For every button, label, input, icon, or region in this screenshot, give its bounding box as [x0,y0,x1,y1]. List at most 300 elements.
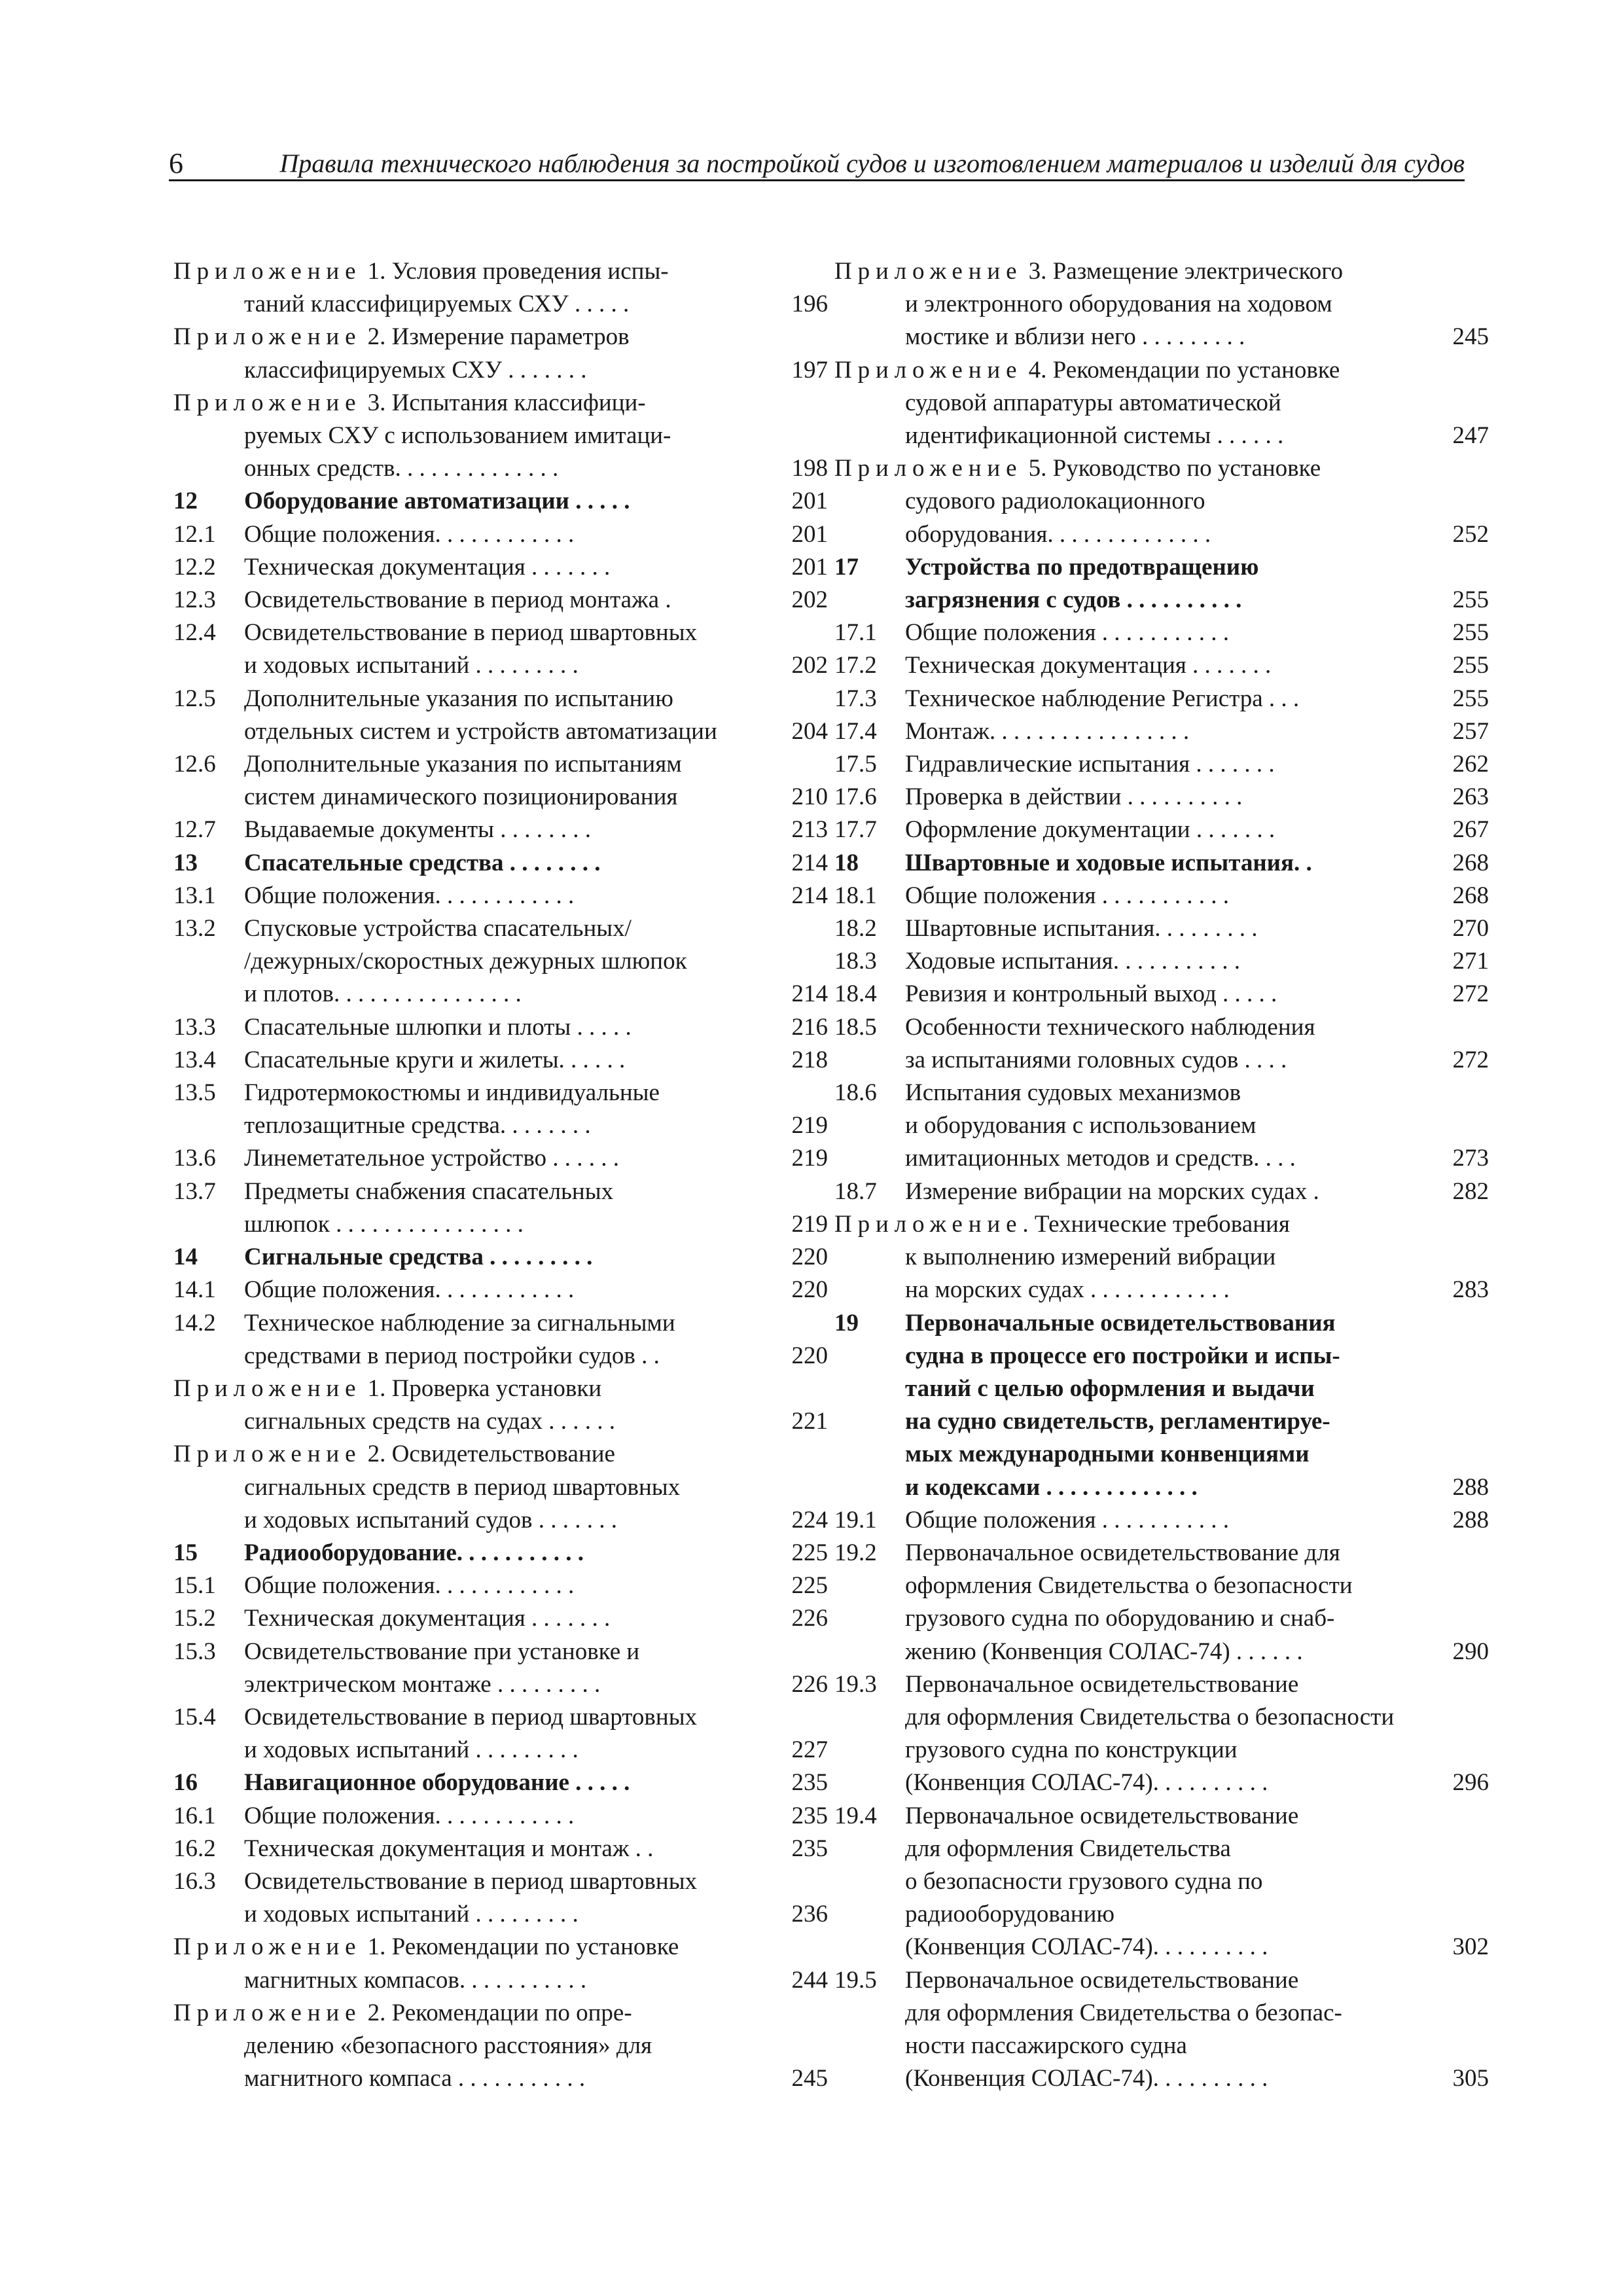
toc-section [173,1767,828,1799]
toc-text-line: Освидетельствование при установке и [244,1638,640,1665]
toc-page-number: 244 [791,1966,828,1994]
toc-text-line: Приложение 2. Освидетельствование [173,1441,615,1468]
toc-text-line: Сигнальные средства . . . . . . . . . [244,1244,593,1271]
toc-text-line: Гидротермокостюмы и индивидуальные [244,1079,660,1107]
toc-column-left [173,255,828,2095]
toc-text-line: Дополнительные указания по испытаниям [244,751,682,778]
toc-text-line: Испытания судовых механизмов [905,1079,1241,1107]
toc-page-number: 218 [791,1046,828,1073]
toc-page-number: 271 [1452,948,1489,975]
toc-text-line: (Конвенция СОЛАС-74). . . . . . . . . . [905,1933,1268,1961]
toc-text-line: Спасательные средства . . . . . . . . [244,849,601,876]
toc-appendix [173,1997,828,2096]
toc-text-line: Навигационное оборудование . . . . . [244,1769,630,1797]
toc-page-number: 235 [791,1802,828,1829]
toc-text-line: мых международными конвенциями [905,1441,1310,1468]
toc-text-line: руемых СХУ с использованием имитаци- [244,422,671,450]
toc-text-line: Линеметательное устройство . . . . . . [244,1145,620,1172]
toc-item [834,715,1489,748]
toc-number: 13 [173,849,198,876]
toc-column-right [834,255,1489,2095]
toc-number: 14 [173,1244,198,1271]
toc-number: 18 [834,849,859,876]
toc-number: 12.5 [173,685,216,712]
toc-text-line: Техническая документация . . . . . . . [244,1605,611,1632]
toc-page-number: 224 [791,1506,828,1534]
toc-item [173,1274,828,1306]
toc-item [173,1602,828,1635]
toc-page-number: 305 [1452,2065,1489,2092]
toc-page-number: 197 [791,356,828,384]
toc-text-line: шлюпок . . . . . . . . . . . . . . . . [244,1210,524,1238]
toc-item [834,748,1489,781]
toc-item [173,1701,828,1767]
toc-number: 18.2 [834,915,877,942]
toc-page-number: 270 [1452,915,1489,942]
toc-page-number: 214 [791,980,828,1008]
toc-text-line: таний с целью оформления и выдачи [905,1374,1315,1402]
toc-page-number: 235 [791,1769,828,1797]
toc-section [173,1241,828,1274]
toc-text-line: Первоначальное освидетельствование [905,1670,1299,1698]
toc-text-line: Техническое наблюдение Регистра . . . [905,685,1300,712]
toc-section [173,485,828,518]
toc-text-line: Приложение 1. Условия проведения испы- [173,258,669,285]
toc-text-line: Проверка в действии . . . . . . . . . . [905,783,1243,811]
toc-text-line: грузового судна по оборудованию и снаб- [905,1605,1335,1632]
toc-number: 17.7 [834,816,877,844]
running-title: Правила технического наблюдения за постройкой судов и изготовлением материалов и изделий для судов [279,149,1465,178]
appendix-label: Приложение [173,1933,362,1961]
toc-text-line: Общие положения . . . . . . . . . . . [905,619,1229,647]
toc-page-number: 257 [1452,717,1489,745]
toc-page-number: 288 [1452,1473,1489,1501]
toc-item [173,1011,828,1044]
toc-appendix [173,1372,828,1438]
toc-page-number: 290 [1452,1638,1489,1665]
toc-item [173,1570,828,1602]
toc-page-number: 202 [791,586,828,614]
toc-page-number: 204 [791,717,828,745]
toc-number: 15.1 [173,1572,216,1600]
toc-text-line: Техническая документация . . . . . . . [244,553,611,581]
toc-page-number: 255 [1452,685,1489,712]
toc-item [173,748,828,814]
toc-text-line: и ходовых испытаний . . . . . . . . . [244,1736,579,1764]
toc-number: 16 [173,1769,198,1797]
toc-page-number: 255 [1452,652,1489,679]
toc-text-line: таний классифицируемых СХУ . . . . . [244,291,630,318]
toc-text-line: систем динамического позиционирования [244,783,678,811]
toc-number: 12.3 [173,586,216,614]
toc-section [834,1307,1489,1504]
toc-number: 17.6 [834,783,877,811]
toc-text-line: Освидетельствование в период швартовных [244,1867,698,1895]
appendix-label: Приложение [834,1210,1023,1238]
toc-text-line: Общие положения. . . . . . . . . . . . [244,882,575,909]
toc-number: 17.3 [834,685,877,712]
toc-number: 18.5 [834,1013,877,1041]
toc-text-line: Оборудование автоматизации . . . . . [244,488,630,515]
toc-item [173,1865,828,1931]
toc-number: 18.6 [834,1079,877,1107]
toc-text-line: и оборудования с использованием [905,1112,1257,1139]
toc-number: 13.3 [173,1013,216,1041]
toc-page-number: 255 [1452,619,1489,647]
toc-item [173,1077,828,1142]
toc-number: 19 [834,1309,859,1336]
toc-text-line: делению «безопасного расстояния» для [244,2032,652,2059]
toc-page-number: 220 [791,1342,828,1369]
toc-item [173,518,828,551]
toc-text-line: на судно свидетельств, регламентируе- [905,1408,1330,1435]
toc-appendix [173,1438,828,1537]
toc-number: 13.6 [173,1145,216,1172]
toc-text-line: Общие положения . . . . . . . . . . . [905,882,1229,909]
toc-text-line: Приложение 2. Измерение параметров [173,323,630,351]
toc-text-line: Спасательные круги и жилеты. . . . . . [244,1046,626,1073]
toc-item [173,1044,828,1077]
toc-text-line: Общие положения . . . . . . . . . . . [905,1506,1229,1534]
toc-text-line: оборудования. . . . . . . . . . . . . . [905,520,1211,548]
toc-item [173,551,828,584]
toc-number: 15.2 [173,1605,216,1632]
toc-appendix [173,1931,828,1996]
header-rule [169,179,1465,181]
toc-text-line: Освидетельствование в период швартовных [244,1703,698,1731]
toc-number: 16.3 [173,1867,216,1895]
toc-page-number: 202 [791,652,828,679]
toc-item [173,584,828,617]
toc-text-line: Общие положения. . . . . . . . . . . . [244,520,575,548]
toc-number: 17.5 [834,751,877,778]
toc-page-number: 227 [791,1736,828,1764]
toc-text-line: Спусковые устройства спасательных/ [244,915,632,942]
toc-item [173,1175,828,1241]
toc-text-line: Приложение 5. Руководство по установке [834,455,1321,482]
toc-page-number: 288 [1452,1506,1489,1534]
appendix-label: Приложение [834,258,1023,285]
toc-page-number: 245 [791,2065,828,2092]
toc-number: 16.1 [173,1802,216,1829]
toc-page-number: 267 [1452,816,1489,844]
toc-item [834,1504,1489,1537]
toc-page-number: 262 [1452,751,1489,778]
toc-page-number: 283 [1452,1276,1489,1304]
toc-number: 14.2 [173,1309,216,1336]
toc-item [834,1175,1489,1208]
toc-text-line: Швартовные испытания. . . . . . . . . [905,915,1258,942]
toc-page-number: 255 [1452,586,1489,614]
toc-number: 18.7 [834,1177,877,1205]
toc-text-line: для оформления Свидетельства [905,1835,1231,1862]
toc-number: 19.4 [834,1802,877,1829]
toc-page-number: 236 [791,1901,828,1928]
toc-page-number: 201 [791,520,828,548]
toc-text-line: для оформления Свидетельства о безопасности [905,1703,1395,1731]
toc-text-line: идентификационной системы . . . . . . [905,422,1284,450]
appendix-label: Приложение [834,356,1023,384]
toc-text-line: и ходовых испытаний . . . . . . . . . [244,652,579,679]
toc-text-line: (Конвенция СОЛАС-74). . . . . . . . . . [905,2065,1268,2092]
toc-item [834,1964,1489,2096]
toc-text-line: Приложение 3. Испытания классифици- [173,389,646,416]
toc-number: 17.2 [834,652,877,679]
toc-text-line: жению (Конвенция СОЛАС-74) . . . . . . [905,1638,1303,1665]
appendix-label: Приложение [173,258,362,285]
toc-number: 15 [173,1539,198,1566]
toc-number: 14.1 [173,1276,216,1304]
toc-section [834,847,1489,880]
toc-text-line: Дополнительные указания по испытанию [244,685,673,712]
toc-item [834,1011,1489,1077]
toc-page-number: 219 [791,1145,828,1172]
toc-page-number: 226 [791,1670,828,1698]
toc-item [834,814,1489,846]
toc-number: 15.3 [173,1638,216,1665]
toc-text-line: онных средств. . . . . . . . . . . . . . [244,455,559,482]
toc-page-number: 213 [791,816,828,844]
toc-section [834,551,1489,617]
toc-item [173,617,828,682]
toc-page-number: 225 [791,1572,828,1600]
toc-page-number: 302 [1452,1933,1489,1961]
toc-item [173,1307,828,1372]
toc-page-number: 214 [791,849,828,876]
toc-text-line: средствами в период постройки судов . . [244,1342,660,1369]
toc-page-number: 214 [791,882,828,909]
toc-page-number: 196 [791,291,828,318]
toc-number: 13.5 [173,1079,216,1107]
toc-appendix [834,255,1489,354]
toc-page-number: 220 [791,1276,828,1304]
toc-page-number: 268 [1452,849,1489,876]
appendix-label: Приложение [173,1441,362,1468]
toc-section [173,847,828,880]
toc-item [834,781,1489,814]
toc-number: 12.1 [173,520,216,548]
toc-page-number: 219 [791,1210,828,1238]
toc-text-line: Ревизия и контрольный выход . . . . . [905,980,1277,1008]
toc-number: 13.1 [173,882,216,909]
appendix-label: Приложение [173,389,362,416]
toc-text-line: за испытаниями головных судов . . . . [905,1046,1287,1073]
toc-section [173,1537,828,1570]
toc-number: 19.2 [834,1539,877,1566]
toc-number: 19.1 [834,1506,877,1534]
toc-text-line: Гидравлические испытания . . . . . . . [905,751,1275,778]
toc-page-number: 216 [791,1013,828,1041]
toc-text-line: Приложение 3. Размещение электрического [834,258,1343,285]
toc-number: 17.4 [834,717,877,745]
toc-text-line: магнитных компасов. . . . . . . . . . . [244,1966,587,1994]
toc-text-line: к выполнению измерений вибрации [905,1244,1276,1271]
toc-number: 19.5 [834,1966,877,1994]
toc-page-number: 201 [791,553,828,581]
toc-item [834,978,1489,1011]
toc-text-line: Общие положения. . . . . . . . . . . . [244,1276,575,1304]
toc-text-line: Ходовые испытания. . . . . . . . . . . [905,948,1240,975]
toc-text-line: Выдаваемые документы . . . . . . . . [244,816,592,844]
toc-text-line: Измерение вибрации на морских судах . [905,1177,1319,1205]
toc-page-number: 235 [791,1835,828,1862]
toc-number: 17.1 [834,619,877,647]
toc-text-line: ности пассажирского судна [905,2032,1187,2059]
toc-text-line: Общие положения. . . . . . . . . . . . [244,1572,575,1600]
toc-text-line: /дежурных/скоростных дежурных шлюпок [244,948,687,975]
toc-text-line: (Конвенция СОЛАС-74). . . . . . . . . . [905,1769,1268,1797]
toc-number: 12.4 [173,619,216,647]
toc-text-line: имитационных методов и средств. . . . [905,1145,1296,1172]
toc-item [834,1537,1489,1668]
toc-text-line: Предметы снабжения спасательных [244,1177,614,1205]
toc-text-line: Освидетельствование в период швартовных [244,619,698,647]
toc-item [173,1800,828,1833]
toc-number: 19.3 [834,1670,877,1698]
toc-number: 15.4 [173,1703,216,1731]
toc-item [173,1142,828,1175]
toc-text-line: сигнальных средств на судах . . . . . . [244,1408,616,1435]
toc-item [834,649,1489,682]
toc-text-line: судового радиолокационного [905,488,1205,515]
toc-text-line: Приложение 2. Рекомендации по опре- [173,1999,632,2026]
toc-text-line: судна в процессе его постройки и испы- [905,1342,1340,1369]
toc-item [834,945,1489,978]
toc-text-line: отдельных систем и устройств автоматизации [244,717,717,745]
toc-text-line: Швартовные и ходовые испытания. . [905,849,1312,876]
toc-page-number: 226 [791,1605,828,1632]
toc-text-line: Освидетельствование в период монтажа . [244,586,671,614]
toc-page-number: 247 [1452,422,1489,450]
toc-item [173,1636,828,1701]
toc-text-line: Спасательные шлюпки и плоты . . . . . [244,1013,632,1041]
toc-page-number: 201 [791,488,828,515]
toc-text-line: электрическом монтаже . . . . . . . . . [244,1670,601,1698]
toc-text-line: теплозащитные средства. . . . . . . . [244,1112,591,1139]
toc-page-number: 282 [1452,1177,1489,1205]
toc-page-number: 221 [791,1408,828,1435]
toc-text-line: грузового судна по конструкции [905,1736,1238,1764]
toc-item [834,1668,1489,1800]
toc-item [834,1800,1489,1964]
toc-text-line: о безопасности грузового судна по [905,1867,1263,1895]
toc-text-line: Первоначальное освидетельствование [905,1802,1299,1829]
toc-text-line: Оформление документации . . . . . . . [905,816,1275,844]
toc-text-line: классифицируемых СХУ . . . . . . . [244,356,587,384]
toc-text-line: для оформления Свидетельства о безопас- [905,1999,1342,2026]
toc-number: 12 [173,488,198,515]
toc-item [834,617,1489,649]
toc-page-number: 273 [1452,1145,1489,1172]
toc-text-line: мостике и вблизи него . . . . . . . . . [905,323,1245,351]
page-header [169,145,1465,182]
toc-text-line: судовой аппаратуры автоматической [905,389,1281,416]
toc-text-line: радиооборудованию [905,1901,1115,1928]
toc-page-number: 272 [1452,1046,1489,1073]
toc-number: 13.4 [173,1046,216,1073]
toc-page-number: 268 [1452,882,1489,909]
toc-text-line: Техническое наблюдение за сигнальными [244,1309,675,1336]
toc-page-number: 272 [1452,980,1489,1008]
toc-item [173,880,828,912]
toc-page-number: 225 [791,1539,828,1566]
toc-text-line: и ходовых испытаний судов . . . . . . . [244,1506,617,1534]
toc-text-line: магнитного компаса . . . . . . . . . . . [244,2065,586,2092]
toc-page-number: 220 [791,1244,828,1271]
toc-page-number: 198 [791,455,828,482]
toc-text-line: оформления Свидетельства о безопасности [905,1572,1353,1600]
toc-number: 13.2 [173,915,216,942]
toc-appendix [173,321,828,386]
appendix-label: Приложение [173,1374,362,1402]
toc-number: 12.2 [173,553,216,581]
toc-appendix [834,1208,1489,1307]
toc-item [173,1833,828,1865]
toc-number: 18.1 [834,882,877,909]
page-number: 6 [169,147,183,179]
toc-text-line: Монтаж. . . . . . . . . . . . . . . . . [905,717,1190,745]
toc-item [834,912,1489,945]
appendix-label: Приложение [173,323,362,351]
toc-text-line: и плотов. . . . . . . . . . . . . . . . [244,980,522,1008]
toc-text-line: Первоначальные освидетельствования [905,1309,1336,1336]
toc-text-line: Приложение 1. Рекомендации по установке [173,1933,679,1961]
toc-number: 17 [834,553,859,581]
toc-appendix [173,387,828,486]
toc-text-line: Приложение. Технические требования [834,1210,1290,1238]
toc-text-line: загрязнения с судов . . . . . . . . . . [905,586,1242,614]
toc-text-line: Радиооборудование. . . . . . . . . . . [244,1539,584,1566]
toc-page-number: 252 [1452,520,1489,548]
toc-item [834,880,1489,912]
toc-appendix [173,255,828,321]
toc-number: 18.3 [834,948,877,975]
toc-appendix [834,354,1489,453]
toc-number: 12.7 [173,816,216,844]
toc-text-line: на морских судах . . . . . . . . . . . . [905,1276,1230,1304]
toc-page-number: 219 [791,1112,828,1139]
toc-item [173,912,828,1011]
toc-text-line: сигнальных средств в период швартовных [244,1473,681,1501]
toc-number: 16.2 [173,1835,216,1862]
toc-text-line: Первоначальное освидетельствование для [905,1539,1340,1566]
toc-item [173,683,828,748]
toc-page-number: 263 [1452,783,1489,811]
toc-item [834,683,1489,715]
toc-text-line: Первоначальное освидетельствование [905,1966,1299,1994]
toc-text-line: и электронного оборудования на ходовом [905,291,1332,318]
appendix-label: Приложение [173,1999,362,2026]
toc-text-line: и кодексами . . . . . . . . . . . . . [905,1473,1198,1501]
toc-page-number: 210 [791,783,828,811]
toc-number: 12.6 [173,751,216,778]
toc-text-line: Техническая документация и монтаж . . [244,1835,654,1862]
appendix-label: Приложение [834,455,1023,482]
toc-text-line: Общие положения. . . . . . . . . . . . [244,1802,575,1829]
toc-text-line: Техническая документация . . . . . . . [905,652,1272,679]
toc-page-number: 245 [1452,323,1489,351]
toc-number: 18.4 [834,980,877,1008]
toc-text-line: Приложение 1. Проверка установки [173,1374,602,1402]
toc-text-line: Приложение 4. Рекомендации по установке [834,356,1340,384]
toc-number: 13.7 [173,1177,216,1205]
toc-appendix [834,452,1489,551]
toc-page-number: 296 [1452,1769,1489,1797]
toc-text-line: Особенности технического наблюдения [905,1013,1315,1041]
toc-text-line: Устройства по предотвращению [905,553,1259,581]
toc-item [173,814,828,846]
toc-item [834,1077,1489,1175]
